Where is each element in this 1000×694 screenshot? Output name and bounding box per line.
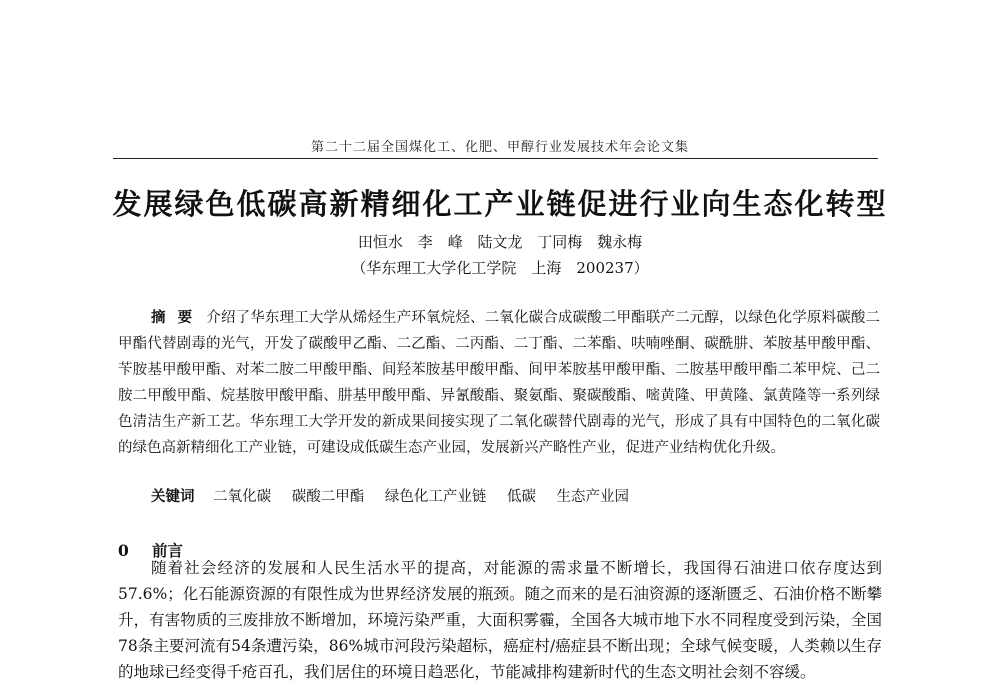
author-list — [100, 231, 900, 252]
author: 李 峰 — [417, 233, 463, 251]
keyword: 低碳 — [506, 489, 536, 505]
keyword: 绿色化工产业链 — [384, 489, 487, 505]
author: 丁同梅 — [537, 233, 583, 251]
abstract — [118, 305, 880, 461]
section-body: 随着社会经济的发展和人民生活水平的提高，对能源的需求量不断增长，我国得石油进口依存度达到57.6%；化石能源资源的有限性成为世界经济发展的瓶颈。随之而来的是石油资源的逐渐匮乏、石油价格不断攀升，有害物质的三废排放不断增加，环境污染严重，大面积雾霾，全国各大城市地下水不同程度受到污染，全国78条主要河流有54条遭污染，86%城市河段污染超标，癌症村/癌症县不断出现；全球气候变暖，人类赖以生存的地球已经变得千疮百孔，我们居住的环境日趋恶化，节能减排构建新时代的生态文明社会刻不容缓。 — [118, 559, 882, 681]
section-number: 0 — [118, 541, 129, 560]
abstract-text: 介绍了华东理工大学从烯烃生产环氧烷烃、二氧化碳合成碳酸二甲酯联产二元醇，以绿色化学原料碳酸二甲酯代替剧毒的光气，开发了碳酸甲乙酯、二乙酯、二丙酯、二丁酯、二苯酯、呋喃唑酮、碳酰肼、苯胺基甲酸甲酯、苄胺基甲酸甲酯、对苯二胺二甲酸甲酯、间羟苯胺基甲酸甲酯、间甲苯胺基甲酸甲酯、二胺基甲酸甲酯二苯甲烷、己二胺二甲酸甲酯、烷基胺甲酸甲酯、肼基甲酸甲酯、异氰酸酯、聚氨酯、聚碳酸酯、嘧黄隆、甲黄隆、氯黄隆等一系列绿色清洁生产新工艺。华东理工大学开发的新成果间接实现了二氧化碳替代剧毒的光气，形成了具有中国特色的二氧化碳的绿色高新精细化工产业链，可建设成低碳生态产业园，发展新兴产略性产业，促进产业结构优化升级。 — [118, 310, 881, 456]
abstract-label: 摘要 — [151, 309, 205, 326]
author: 陆文龙 — [477, 233, 523, 251]
author: 田恒水 — [357, 233, 403, 251]
keywords-label: 关键词 — [151, 488, 195, 505]
header-rule — [113, 158, 878, 159]
section-title: 前言 — [152, 541, 184, 560]
affiliation: （华东理工大学化工学院 上海 200237） — [351, 259, 649, 277]
keyword: 二氧化碳 — [213, 489, 272, 505]
keywords — [151, 485, 881, 506]
author: 魏永梅 — [597, 233, 643, 251]
running-header: 第二十二届全国煤化工、化肥、甲醇行业发展技术年会论文集 — [310, 140, 689, 155]
paper-title: 发展绿色低碳高新精细化工产业链促进行业向生态化转型 — [112, 187, 888, 221]
keyword: 碳酸二甲酯 — [291, 489, 365, 505]
keyword: 生态产业园 — [556, 489, 630, 505]
